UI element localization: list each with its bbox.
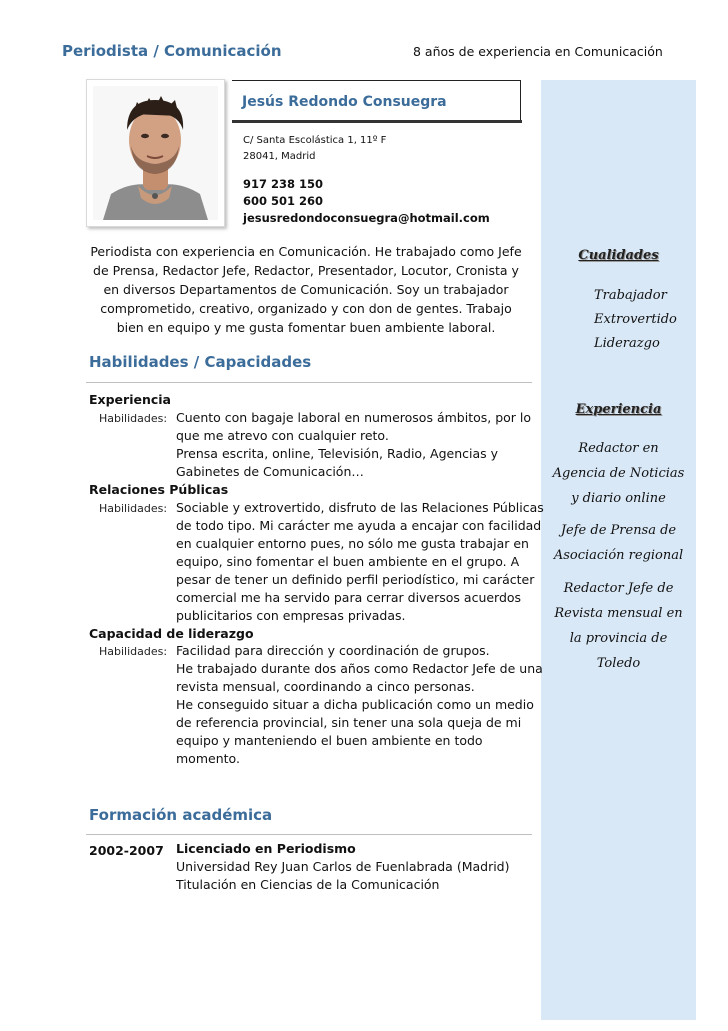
education-detail: Titulación en Ciencias de la Comunicación [176,877,440,892]
address-line-2: 28041, Madrid [243,151,316,162]
education-institution: Universidad Rey Juan Carlos de Fuenlabrada (Madrid) [176,859,510,874]
portrait-image [93,86,218,220]
quality-item: Trabajador [594,288,667,303]
education-divider [86,834,532,835]
cv-title: Periodista / Comunicación [62,42,282,60]
education-entry [176,840,510,894]
address-block [243,133,386,165]
profile-photo [86,79,225,227]
habilidades-label: Habilidades: [99,412,168,425]
address-line-1: C/ Santa Escolástica 1, 11º F [243,135,387,146]
skill-group-label: Relaciones Públicas [89,482,229,497]
skills-divider [86,382,532,383]
habilidades-label: Habilidades: [99,502,168,515]
habilidades-label: Habilidades: [99,645,168,658]
quality-item: Extrovertido [594,312,677,327]
name-divider [232,120,522,123]
skill-group-text: Cuento con bagaje laboral en numerosos ámbitos, por lo que me atrevo con cualquier reto. Prensa escrita, online, Televisión, Radio, Agencias y Gabinetes de Comunicación… [176,410,532,479]
skills-heading: Habilidades / Capacidades [89,353,312,371]
contact-block [243,176,490,227]
education-heading: Formación académica [89,806,273,824]
quality-item: Liderazgo [594,336,660,351]
qualities-heading: Cualidades [578,248,659,263]
skill-group-text: Facilidad para dirección y coordinación de grupos. He trabajado durante dos años como Redactor Jefe de una revista mensual, coordinando a cinco personas. He conseguido situar a dicha publicación como un medio de referencia provincial, sin tener una sola queja de mi equipo y manteniendo el buen ambiente en todo momento. [176,643,543,766]
phone-1: 917 238 150 [243,177,324,191]
experience-item: Redactor Jefe de Revista mensual en la provincia de Toledo [554,581,683,671]
email-link[interactable]: jesusredondoconsuegra@hotmail.com [243,211,490,225]
name-box [232,80,521,121]
experience-item: Jefe de Prensa de Asociación regional [553,523,684,563]
phone-2: 600 501 260 [243,194,324,208]
summary-line: Periodista con experiencia en Comunicación. He trabajado como Jefe [90,244,522,259]
qualities-list [594,284,677,356]
summary-line: en diversos Departamentos de Comunicación. Soy un trabajador [103,282,509,297]
skill-group-label: Experiencia [89,392,171,407]
summary-line: comprometido, creativo, organizado y con don de gentes. Trabajo [100,301,512,316]
skill-group-text: Sociable y extrovertido, disfruto de las Relaciones Públicas de todo tipo. Mi carácter me ayuda a encajar con facilidad en cualquier entorno pues, no sólo me gusta trabajar en equipo, sino fomentar el buen ambiente en el grupo. A pesar de tener un definido perfil periodístico, mi carácter comercial me ha servido para cerrar diversos acuerdos publicitarios con empresas privadas. [176,500,544,623]
full-name: Jesús Redondo Consuegra [242,94,447,110]
experience-item: Redactor en Agencia de Noticias y diario online [552,441,685,506]
education-years: 2002-2007 [89,843,164,858]
skill-group-label: Capacidad de liderazgo [89,626,254,641]
experience-heading: Experiencia [575,402,662,417]
summary-line: bien en equipo y me gusta fomentar buen ambiente laboral. [116,320,496,335]
education-degree: Licenciado en Periodismo [176,841,356,856]
summary-line: de Prensa, Redactor Jefe, Redactor, Presentador, Locutor, Cronista y [93,263,519,278]
experience-summary: 8 años de experiencia en Comunicación [413,44,663,59]
profile-summary [86,242,526,337]
